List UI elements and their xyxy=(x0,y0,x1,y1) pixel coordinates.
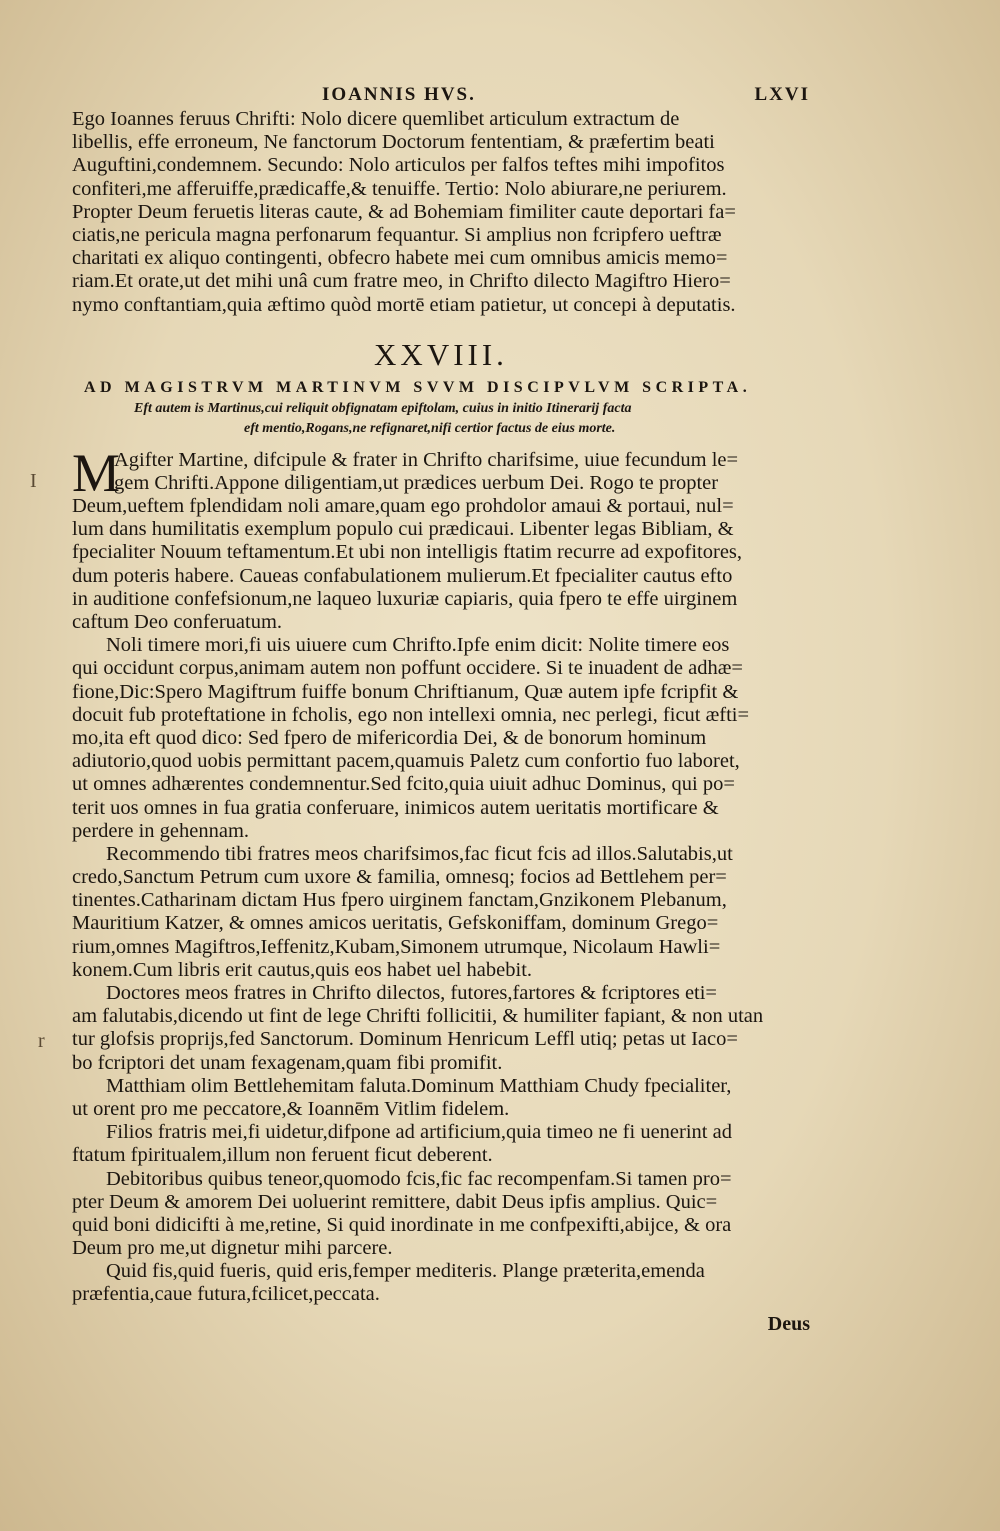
editorial-note-line: Eft autem is Martinus,cui reliquit obfignatam epiftolam, cuius in initio Itinerarij facta xyxy=(134,400,632,416)
text-line: caftum Deo conferuatum. xyxy=(72,611,283,633)
running-head xyxy=(72,82,810,108)
drop-cap-initial: M xyxy=(72,442,121,503)
text-line: dum poteris habere. Caueas confabulationem mulierum.Et fpecialiter cautus efto xyxy=(72,564,733,587)
text-line: Mauritium Katzer, & omnes amicos ueritatis, Gefskoniffam, dominum Grego= xyxy=(72,912,719,935)
text-line: libellis, effe erroneum, Ne fanctorum Doctorum fententiam, & præfertim beati xyxy=(72,131,715,154)
text-line: riam.Et orate,ut det mihi unâ cum fratre meo, in Chrifto dilecto Magiftro Hiero= xyxy=(72,270,731,293)
text-line: Deum pro me,ut dignetur mihi parcere. xyxy=(72,1237,393,1260)
text-line: ciatis,ne pericula magna perfonarum fequantur. Si amplius non fcripfero ueftræ xyxy=(72,223,722,246)
text-line: fpecialiter Nouum teftamentum.Et ubi non intelligis ftatim recurre ad expofitores, xyxy=(72,541,743,564)
text-line: rium,omnes Magiftros,Ieffenitz,Kubam,Simonem utrumque, Nicolaum Hawli= xyxy=(72,935,721,958)
text-line: Ego Ioannes feruus Chrifti: Nolo dicere quemlibet articulum extractum de xyxy=(72,108,680,130)
text-line: in auditione confefsionum,ne laqueo luxuriæ capiaris, quia fpero te effe uirginem xyxy=(72,587,738,610)
running-head-title: IOANNIS HVS. xyxy=(322,84,476,105)
text-line: ut orent pro me peccatore,& Ioannēm Vitlim fidelem. xyxy=(72,1097,510,1120)
text-line: Recommendo tibi fratres meos charifsimos,fac ficut fcis ad illos.Salutabis,ut xyxy=(106,842,733,865)
text-line: am falutabis,dicendo ut fint de lege Chrifti follicitii, & humiliter fapiant, & non utan xyxy=(72,1005,764,1028)
text-line: bo fcriptori det unam fexagenam,quam fibi promifit. xyxy=(72,1051,503,1074)
text-line: pter Deum & amorem Dei uoluerint remittere, dabit Deus ipfis amplius. Quic= xyxy=(72,1190,718,1213)
chapter-number: XXVIII. xyxy=(374,336,508,372)
text-line: Auguftini,condemnem. Secundo: Nolo articulos per falfos teftes mihi impofitos xyxy=(72,154,725,177)
text-line: Filios fratris mei,fi uidetur,difpone ad artificium,quia timeo ne fi uenerint ad xyxy=(106,1121,732,1144)
text-line: confiteri,me afferuiffe,prædicaffe,& tenuiffe. Tertio: Nolo abiurare,ne periurem. xyxy=(72,177,727,200)
text-line: gem Chrifti.Appone diligentiam,ut prædices uerbum Dei. Rogo te propter xyxy=(114,471,719,494)
letter-ending xyxy=(72,108,810,317)
text-line: adiutorio,quod uobis permittant pacem,quamuis Paletz cum confortio fuo laboret, xyxy=(72,750,740,773)
text-line: tur glofsis proprijs,fed Sanctorum. Dominum Henricum Leffl utiq; petas ut Iaco= xyxy=(72,1028,738,1051)
letter-heading: AD MAGISTRVM MARTINVM SVVM DISCIPVLVM SCRIPTA. xyxy=(84,378,752,396)
text-line: fione,Dic:Spero Magiftrum fuiffe bonum Chriftianum, Quæ autem ipfe fcripfit & xyxy=(72,680,739,703)
editorial-note-line: eft mentio,Rogans,ne refignaret,nifi certior factus de eius morte. xyxy=(244,420,616,436)
text-line: terit uos omnes in fua gratia conferuare, inimicos autem ueritatis mortificare & xyxy=(72,796,719,819)
text-line: lum dans humilitatis exemplum populo cui prædicaui. Libenter legas Bibliam, & xyxy=(72,518,734,541)
text-line: Propter Deum feruetis literas caute, & ad Bohemiam fimiliter caute deportari fa= xyxy=(72,200,736,223)
text-line: konem.Cum libris erit cautus,quis eos habet uel habebit. xyxy=(72,958,533,981)
text-line: nymo conftantiam,quia æftimo quòd mortē etiam patietur, ut concepi à deputatis. xyxy=(72,293,736,316)
text-line: Matthiam olim Bettlehemitam faluta.Dominum Matthiam Chudy fpecialiter, xyxy=(106,1074,732,1097)
text-line: præfentia,caue futura,fcilicet,peccata. xyxy=(72,1283,380,1306)
text-line: qui occidunt corpus,animam autem non poffunt occidere. Si te inuadent de adhæ= xyxy=(72,657,743,680)
text-line: Deum,ueftem fplendidam noli amare,quam ego prohdolor amaui & portaui, nul= xyxy=(72,495,734,518)
letter-body xyxy=(72,442,810,1307)
text-line: perdere in gehennam. xyxy=(72,819,250,842)
text-line: credo,Sanctum Petrum cum uxore & familia, omnesq; focios ad Bettlehem per= xyxy=(72,866,727,889)
text-line: ut omnes adhærentes condemnentur.Sed fcito,quia uiuit adhuc Dominus, qui po= xyxy=(72,773,735,796)
text-line: Noli timere mori,fi uis uiuere cum Chrifto.Ipfe enim dicit: Nolite timere eos xyxy=(106,634,730,657)
text-line: quid boni didicifti à me,retine, Si quid inordinate in me confpexifti,abijce, & ora xyxy=(72,1213,732,1236)
margin-mark: r xyxy=(38,1030,45,1052)
text-line: ftatum fpiritualem,illum non feruent ficut deberent. xyxy=(72,1144,493,1167)
text-line: mo,ita eft quod dico: Sed fpero de mifericordia Dei, & de bonorum hominum xyxy=(72,726,707,749)
catchword: Deus xyxy=(767,1312,810,1335)
text-line: docuit fub proteftatione in fcholis, ego non intellexi omnia, nec perlegi, ficut æfti= xyxy=(72,703,750,726)
text-line: Doctores meos fratres in Chrifto dilectos, futores,fartores & fcriptores eti= xyxy=(106,982,717,1004)
text-line: Agifter Martine, difcipule & frater in Chrifto charifsime, uiue fecundum le= xyxy=(114,448,739,471)
text-line: Quid fis,quid fueris, quid eris,femper mediteris. Plange præterita,emenda xyxy=(106,1260,705,1283)
text-line: charitati ex aliquo contingenti, obfecro habete mei cum omnibus amicis memo= xyxy=(72,247,728,270)
text-line: Debitoribus quibus teneor,quomodo fcis,fic fac recompenfam.Si tamen pro= xyxy=(106,1167,732,1190)
folio-number: LXVI xyxy=(754,84,810,105)
text-block xyxy=(72,82,810,1337)
margin-mark: I xyxy=(30,470,37,492)
text-line: tinentes.Catharinam dictam Hus fpero uirginem fanctam,Gnzikonem Plebanum, xyxy=(72,889,727,912)
